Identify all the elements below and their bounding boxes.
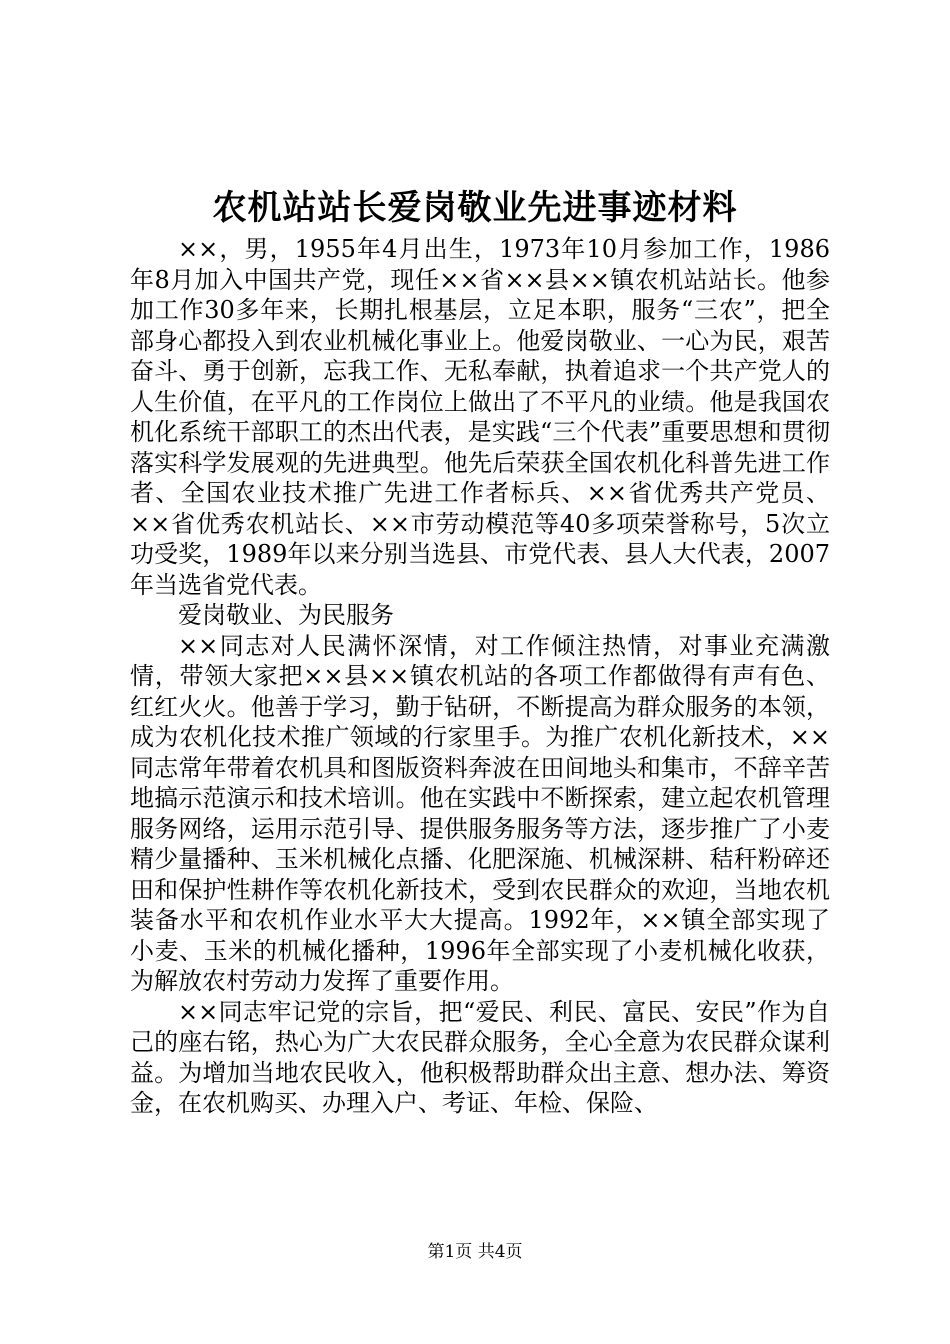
paragraph-purpose: ××同志牢记党的宗旨，把“爱民、利民、富民、安民”作为自己的座右铭，热心为广大农民群众服务，全心全意为农民群众谋利益。为增加当地农民收入，他积极帮助群众出主意、想办法、筹资金，在农机购买、办理入户、考证、年检、保险、	[130, 997, 830, 1117]
paragraph-service: ××同志对人民满怀深情，对工作倾注热情，对事业充满激情，带领大家把××县××镇农机站的各项工作都做得有声有色、红红火火。他善于学习，勤于钻研，不断提高为群众服务的本领，成为农机化技术推广领域的行家里手。为推广农机化新技术，××同志常年带着农机具和图版资料奔波在田间地头和集市，不辞辛苦地搞示范演示和技术培训。他在实践中不断探索，建立起农机管理服务网络，运用示范引导、提供服务服务等方法，逐步推广了小麦精少量播种、玉米机械化点播、化肥深施、机械深耕、秸秆粉碎还田和保护性耕作等农机化新技术，受到农民群众的欢迎，当地农机装备水平和农机作业水平大大提高。1992年，××镇全部实现了小麦、玉米的机械化播种，1996年全部实现了小麦机械化收获，为解放农村劳动力发挥了重要作用。	[130, 631, 830, 995]
section-heading: 爱岗敬业、为民服务	[178, 601, 394, 629]
paragraph-intro: ××，男，1955年4月出生，1973年10月参加工作，1986年8月加入中国共产党，现任××省××县××镇农机站站长。他参加工作30多年来，长期扎根基层，立足本职，服务“三农”，把全部身心都投入到农业机械化事业上。他爱岗敬业、一心为民，艰苦奋斗、勇于创新，忘我工作、无私奉献，执着追求一个共产党人的人生价值，在平凡的工作岗位上做出了不平凡的业绩。他是我国农机化系统干部职工的杰出代表，是实践“三个代表”重要思想和贯彻落实科学发展观的先进典型。他先后荣获全国农机化科普先进工作者、全国农业技术推广先进工作者标兵、××省优秀共产党员、××省优秀农机站长、××市劳动模范等40多项荣誉称号，5次立功受奖，1989年以来分别当选县、市党代表、县人大代表，2007年当选省党代表。	[130, 235, 830, 599]
page-number: 第1页 共4页	[427, 1242, 523, 1262]
document-body	[130, 234, 830, 1119]
document-title: 农机站站长爱岗敬业先进事迹材料	[212, 188, 738, 228]
